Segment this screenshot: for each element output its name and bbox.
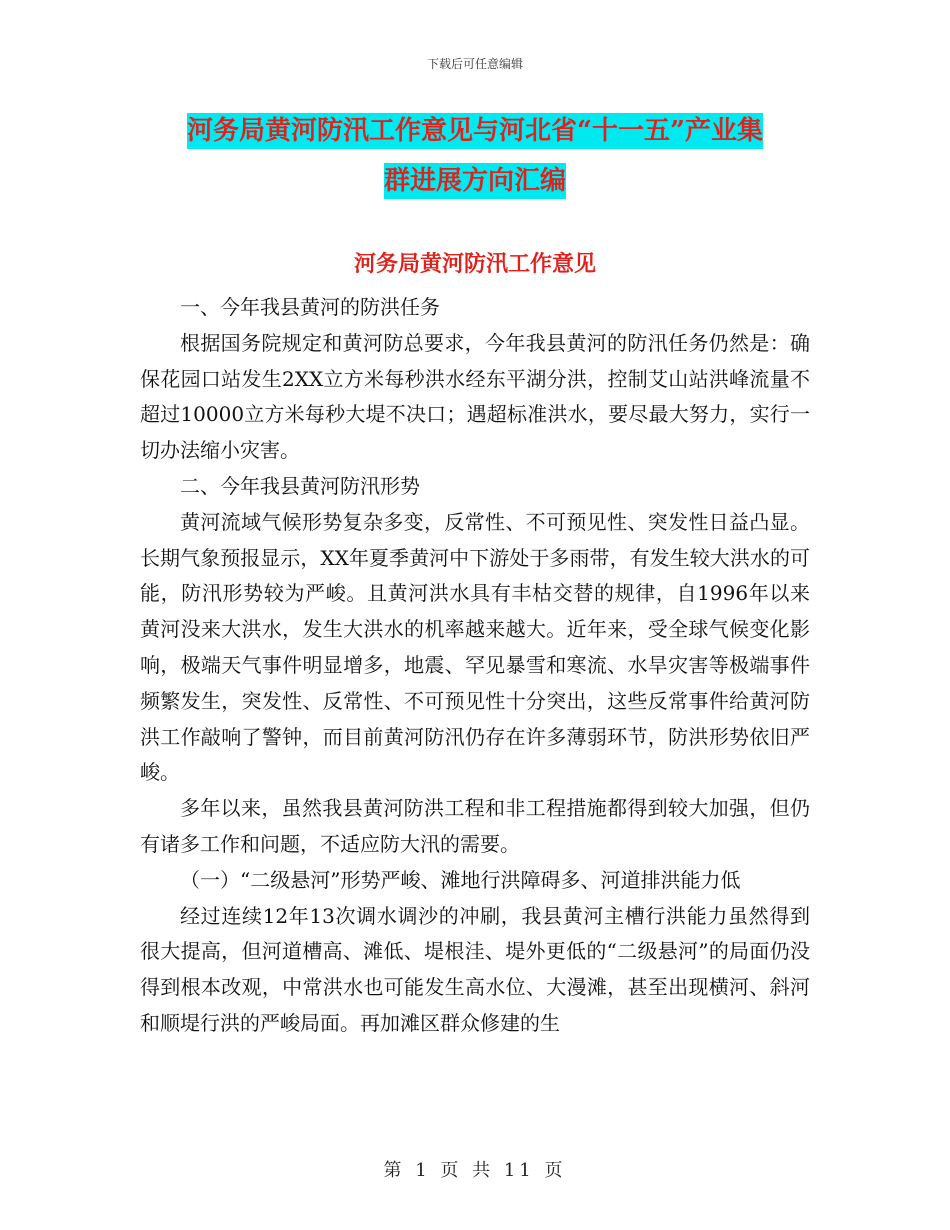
page-footer: 第 1 页 共 11 页	[383, 1160, 567, 1181]
document-title-line-1: 河务局黄河防汛工作意见与河北省“十一五”产业集	[187, 113, 763, 149]
paragraph-heading-2: 二、今年我县黄河防汛形势	[180, 473, 420, 498]
paragraph: 经过连续12年13次调水调沙的冲刷，我县黄河主槽行洪能力虽然得到很大提高，但河道槽高、滩低、堤根洼、堤外更低的“二级悬河”的局面仍没得到根本改观，中常洪水也可能发生高水位、大漫滩，甚至出现横河、斜河和顺堤行洪的严峻局面。再加滩区群众修建的生	[140, 903, 810, 1035]
document-title	[140, 106, 810, 206]
paragraph: 黄河流域气候形势复杂多变，反常性、不可预见性、突发性日益凸显。长期气象预报显示，XX年夏季黄河中下游处于多雨带，有发生较大洪水的可能，防汛形势较为严峻。且黄河洪水具有丰枯交替的规律，自1996年以来黄河没来大洪水，发生大洪水的机率越来越大。近年来，受全球气候变化影响，极端天气事件明显增多，地震、罕见暴雪和寒流、水旱灾害等极端事件频繁发生，突发性、反常性、不可预见性十分突出，这些反常事件给黄河防洪工作敲响了警钟，而目前黄河防汛仍存在许多薄弱环节，防洪形势依旧严峻。	[140, 509, 810, 785]
paragraph-heading-1: 一、今年我县黄河的防洪任务	[180, 295, 440, 319]
section-title: 河务局黄河防汛工作意见	[353, 251, 596, 277]
document-title-line-2: 群进展方向汇编	[384, 163, 566, 199]
body-text	[140, 290, 810, 1042]
paragraph: 多年以来，虽然我县黄河防洪工程和非工程措施都得到较大加强，但仍有诸多工作和问题，不适应防大汛的需要。	[140, 796, 810, 856]
paragraph-subheading-1: （一）“二级悬河”形势严峻、滩地行洪障碍多、河道排洪能力低	[180, 867, 741, 892]
header-note: 下载后可任意编辑	[426, 57, 523, 71]
paragraph: 根据国务院规定和黄河防总要求，今年我县黄河的防汛任务仍然是：确保花园口站发生2XX立方米每秒洪水经东平湖分洪，控制艾山站洪峰流量不超过10000立方米每秒大堤不决口；遇超标准洪水，要尽最大努力，实行一切办法缩小灾害。	[140, 330, 810, 463]
